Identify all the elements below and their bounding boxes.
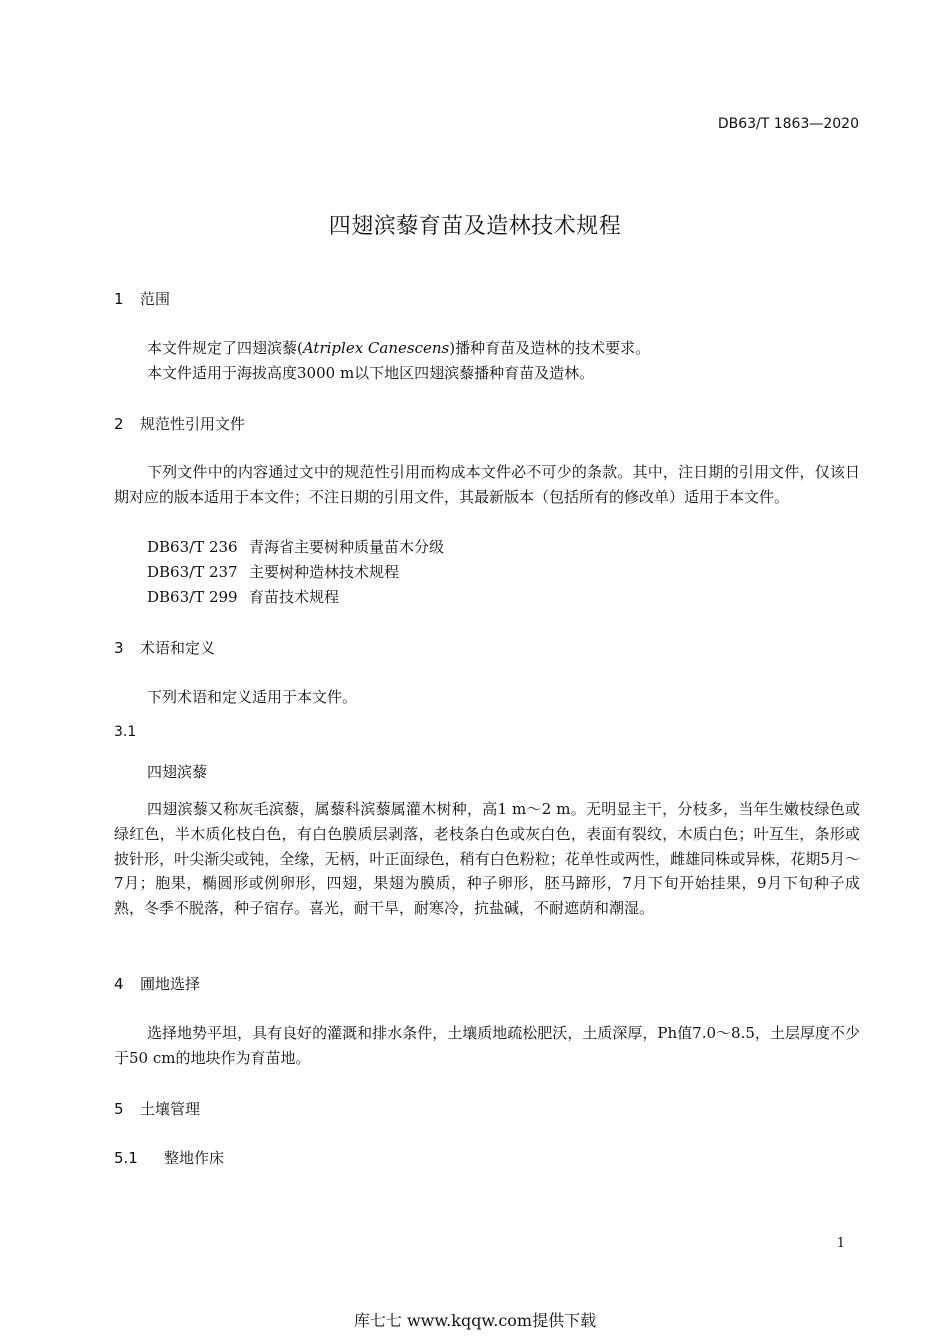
term-name: 四翅滨藜 — [147, 763, 208, 781]
nursery-site-paragraph: 选择地势平坦，具有良好的灌溉和排水条件，土壤质地疏松肥沃，土质深厚，Ph值7.0～8.5，土层厚度不少于50 cm的地块作为育苗地。 — [114, 1024, 860, 1067]
reference-code: DB63/T 236 — [147, 538, 238, 556]
subsection-number: 3.1 — [114, 724, 137, 740]
section-number: 1 — [114, 290, 124, 308]
section-4-heading — [114, 973, 200, 994]
subsection-title: 整地作床 — [164, 1149, 225, 1167]
section-number: 2 — [114, 415, 124, 433]
subsection-number: 5.1 — [114, 1149, 138, 1167]
section-title: 术语和定义 — [140, 639, 216, 657]
section-title: 土壤管理 — [140, 1100, 201, 1118]
reference-code: DB63/T 237 — [147, 563, 238, 581]
latin-name: Atriplex Canescens — [302, 339, 450, 357]
scope-text: )播种育苗及造林的技术要求。 — [449, 339, 651, 357]
reference-name: 青海省主要树种质量苗木分级 — [249, 538, 445, 556]
reference-item — [147, 561, 399, 582]
section-title: 规范性引用文件 — [140, 415, 246, 433]
section-title: 范围 — [140, 290, 171, 308]
reference-item — [147, 536, 444, 557]
reference-name: 育苗技术规程 — [249, 588, 340, 606]
document-code: DB63/T 1863—2020 — [717, 116, 859, 132]
section-1-heading — [114, 288, 170, 309]
scope-paragraph-2: 本文件适用于海拔高度3000 m以下地区四翅滨藜播种育苗及造林。 — [147, 364, 595, 382]
download-watermark: 库七七 www.kqqw.com提供下载 — [353, 1311, 597, 1330]
section-title: 圃地选择 — [140, 975, 201, 993]
page-number: 1 — [836, 1236, 845, 1251]
reference-item — [147, 586, 339, 607]
subsection-5-1-heading — [114, 1147, 224, 1168]
section-5-heading — [114, 1098, 200, 1119]
reference-name: 主要树种造林技术规程 — [249, 563, 400, 581]
terms-intro: 下列术语和定义适用于本文件。 — [147, 688, 358, 706]
term-definition: 四翅滨藜又称灰毛滨藜，属藜科滨藜属灌木树种，高1 m～2 m。无明显主干，分枝多，当年生嫩枝绿色或绿红色，半木质化枝白色，有白色膜质层剥落，老枝条白色或灰白色，表面有裂纹，木质白色；叶互生，条形或披针形，叶尖渐尖或钝，全缘，无柄，叶正面绿色，稍有白色粉粒；花单性或两性，雌雄同株或异株，花期5月～7月；胞果，椭圆形或例卵形，四翅，果翅为膜质，种子卵形，胚马蹄形，7月下旬开始挂果，9月下旬种子成熟，冬季不脱落，种子宿存。喜光，耐干旱，耐寒冷，抗盐碱，不耐遮荫和潮湿。 — [114, 800, 860, 918]
scope-text: 本文件规定了四翅滨藜( — [147, 339, 303, 357]
references-intro: 下列文件中的内容通过文中的规范性引用而构成本文件必不可少的条款。其中，注日期的引用文件，仅该日期对应的版本适用于本文件；不注日期的引用文件，其最新版本（包括所有的修改单）适用于本文件。 — [114, 463, 860, 506]
section-number: 5 — [114, 1100, 124, 1118]
section-number: 4 — [114, 975, 124, 993]
section-2-heading — [114, 413, 245, 434]
page-title: 四翅滨藜育苗及造林技术规程 — [328, 214, 622, 239]
section-number: 3 — [114, 639, 124, 657]
scope-paragraph-1 — [114, 336, 860, 361]
reference-code: DB63/T 299 — [147, 588, 238, 606]
section-3-heading — [114, 637, 215, 658]
